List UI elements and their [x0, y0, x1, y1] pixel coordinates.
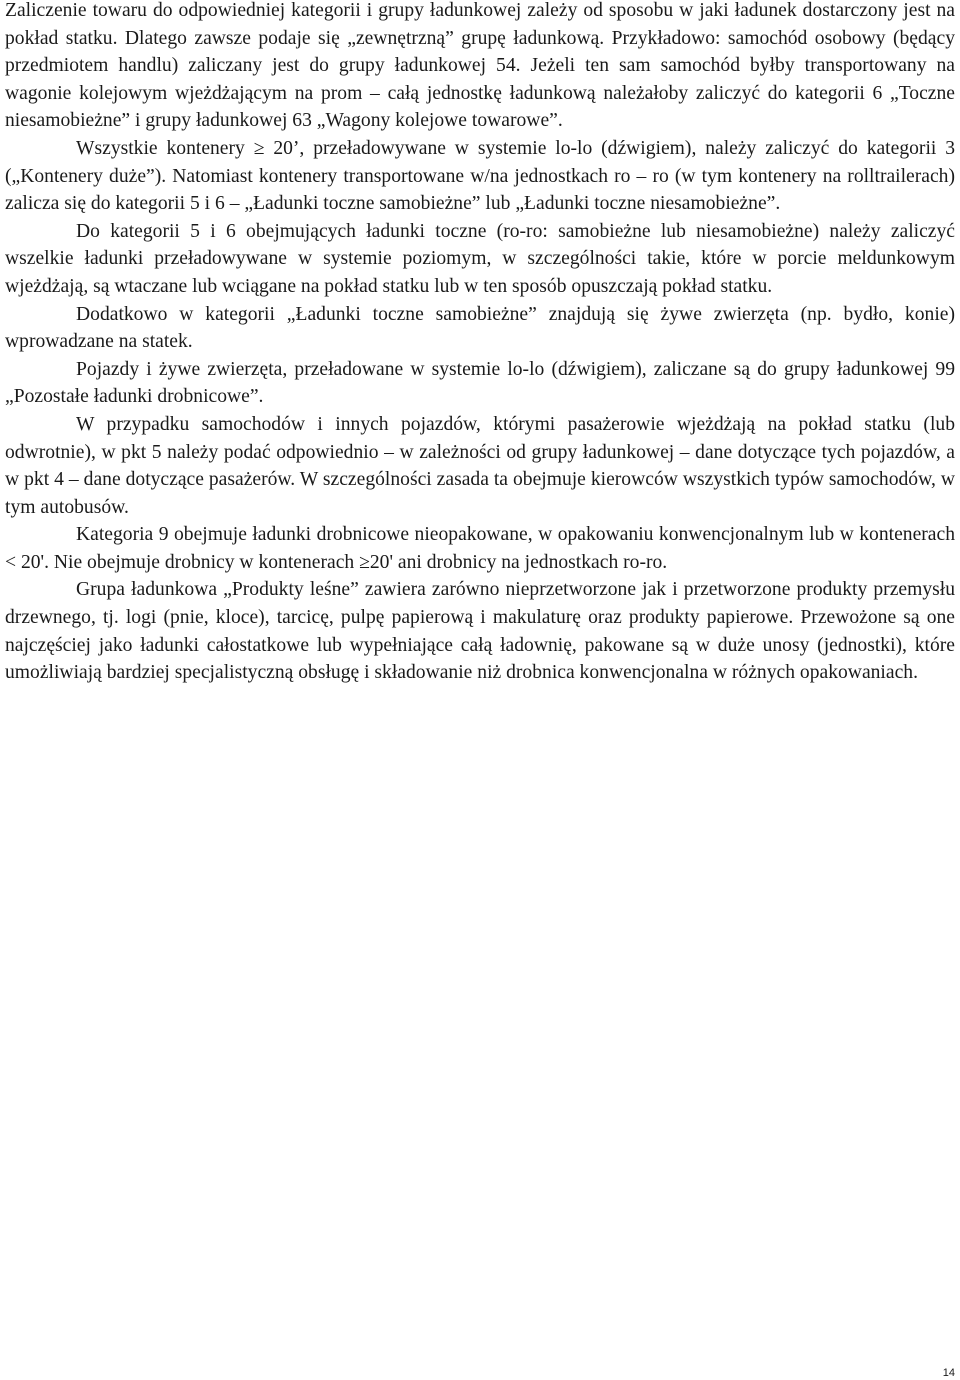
paragraph-forest-products: Grupa ładunkowa „Produkty leśne” zawiera zarówno nieprzetworzone jak i przetworzone produkty przemysłu drzewnego, tj. logi (pnie, kloce), tarcicę, pulpę papierową i makulaturę oraz produkty papierowe. Przewożone są one najczęściej jako ładunki całostatkowe lub wypełniające całą ładownię, pakowane są w duże unosy (jednostki), które umożliwiają bardziej specjalistyczną obsługę i składowanie niż drobnica konwencjonalna w różnych opakowaniach. — [5, 579, 955, 684]
paragraph-cargo-classification: Zaliczenie towaru do odpowiedniej kategorii i grupy ładunkowej zależy od sposobu w jaki ładunek dostarczony jest na pokład statku. Dlatego zawsze podaje się „zewnętrzną” grupę ładunkową. Przykładowo: samochód osobowy (będący przedmiotem handlu) zaliczany jest do grupy ładunkowej 54. Jeżeli ten sam samochód byłby transportowany na wagonie kolejowym wjeżdżającym na prom – całą jednostkę ładunkową należałoby zaliczyć do kategorii 6 „Toczne niesamobieżne” i grupy ładunkowej 63 „Wagony kolejowe towarowe”. — [5, 0, 955, 132]
paragraph-roro-categories: Do kategorii 5 i 6 obejmujących ładunki toczne (ro-ro: samobieżne lub niesamobieżne) należy zaliczyć wszelkie ładunki przeładowywane w systemie poziomym, w szczególności takie, które w porcie meldunkowym wjeżdżają, są wtaczane lub wciągane na pokład statku lub w ten sposób opuszczają pokład statku. — [5, 220, 955, 297]
document-body — [5, 0, 955, 687]
page-number: 14 — [942, 1367, 955, 1379]
paragraph-lolo-vehicles: Pojazdy i żywe zwierzęta, przeładowane w systemie lo-lo (dźwigiem), zaliczane są do grupy ładunkowej 99 „Pozostałe ładunki drobnicowe”. — [5, 358, 955, 408]
paragraph-category-9: Kategoria 9 obejmuje ładunki drobnicowe nieopakowane, w opakowaniu konwencjonalnym lub w kontenerach < 20'. Nie obejmuje drobnicy w kontenerach ≥20' ani drobnicy na jednostkach ro-ro. — [5, 524, 955, 573]
paragraph-containers: Wszystkie kontenery ≥ 20’, przeładowywane w systemie lo-lo (dźwigiem), należy zaliczyć do kategorii 3 („Kontenery duże”). Natomiast kontenery transportowane w/na jednostkach ro – ro (w tym kontenery na rolltrailerach) zalicza się do kategorii 5 i 6 – „Ładunki toczne samobieżne” lub „Ładunki toczne niesamobieżne”. — [5, 137, 955, 215]
paragraph-passenger-vehicles: W przypadku samochodów i innych pojazdów, którymi pasażerowie wjeżdżają na pokład statku (lub odwrotnie), w pkt 5 należy podać odpowiednio – w zależności od grupy ładunkowej – dane dotyczące tych pojazdów, a w pkt 4 – dane dotyczące pasażerów. W szczególności zasada ta obejmuje kierowców wszystkich typów samochodów, w tym autobusów. — [5, 413, 955, 518]
paragraph-live-animals: Dodatkowo w kategorii „Ładunki toczne samobieżne” znajdują się żywe zwierzęta (np. bydło, konie) wprowadzane na statek. — [5, 303, 955, 353]
